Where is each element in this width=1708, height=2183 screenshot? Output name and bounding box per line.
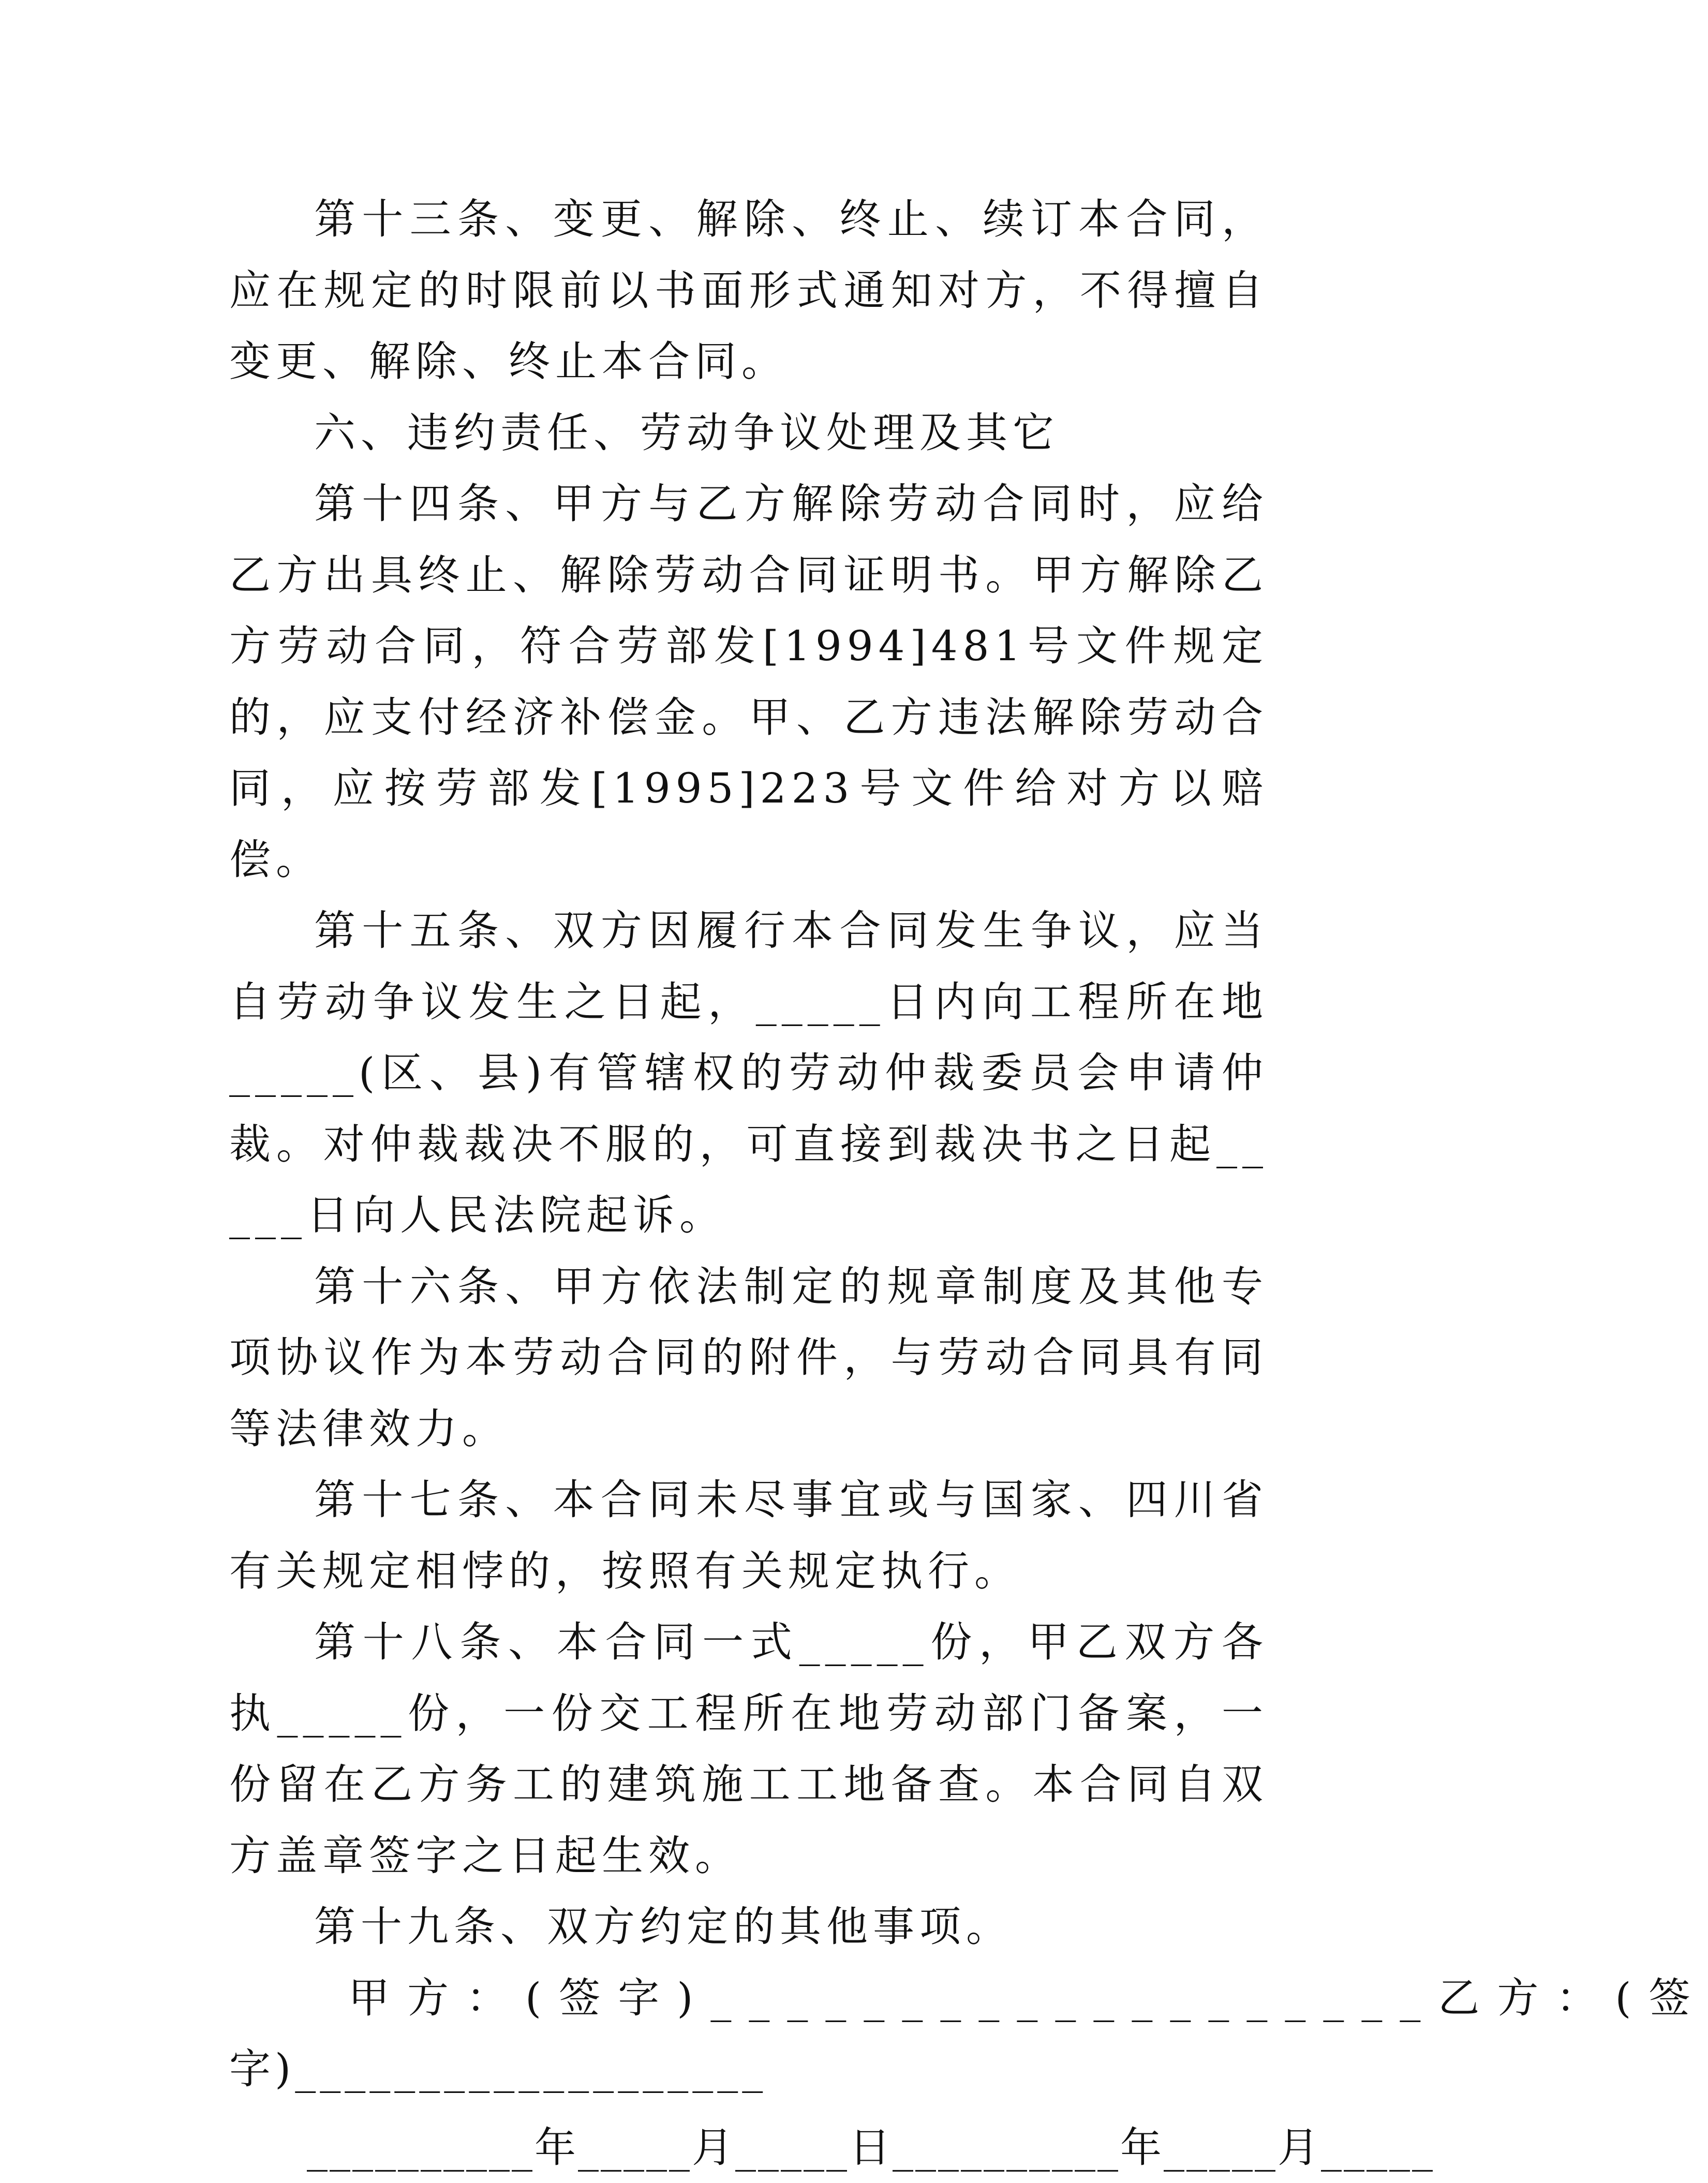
article-17: 第十七条、本合同未尽事宜或与国家、四川省有关规定相悖的，按照有关规定执行。	[229, 1464, 1268, 1607]
signature-line-party-a: 甲方：(签字)___________________乙方：(签	[229, 1963, 1268, 2034]
article-14: 第十四条、甲方与乙方解除劳动合同时，应给乙方出具终止、解除劳动合同证明书。甲方解除乙方劳动合同，符合劳部发[1994]481号文件规定的，应支付经济补偿金。甲、乙方违法解除劳动合同，应按劳部发[1995]223号文件给对方以赔偿。	[229, 468, 1268, 895]
article-16: 第十六条、甲方依法制定的规章制度及其他专项协议作为本劳动合同的附件，与劳动合同具有同等法律效力。	[229, 1251, 1268, 1465]
article-18: 第十八条、本合同一式_____份，甲乙双方各执_____份，一份交工程所在地劳动部门备案，一份留在乙方务工的建筑施工工地备查。本合同自双方盖章签字之日起生效。	[229, 1607, 1268, 1891]
signature-line-party-b: 字)___________________	[229, 2033, 1268, 2105]
article-19: 第十九条、双方约定的其他事项。	[229, 1891, 1268, 1963]
section-heading-6: 六、违约责任、劳动争议处理及其它	[229, 397, 1268, 469]
article-15: 第十五条、双方因履行本合同发生争议，应当自劳动争议发生之日起，_____日内向工程所在地_____(区、县)有管辖权的劳动仲裁委员会申请仲裁。对仲裁裁决不服的，可直接到裁决书之日起_____日向人民法院起诉。	[229, 895, 1268, 1251]
article-13: 第十三条、变更、解除、终止、续订本合同，应在规定的时限前以书面形式通知对方，不得擅自变更、解除、终止本合同。	[229, 184, 1268, 397]
document-body	[229, 184, 1268, 2183]
date-line: __________年_____月_____日__________年_____月_____	[229, 2112, 1268, 2183]
